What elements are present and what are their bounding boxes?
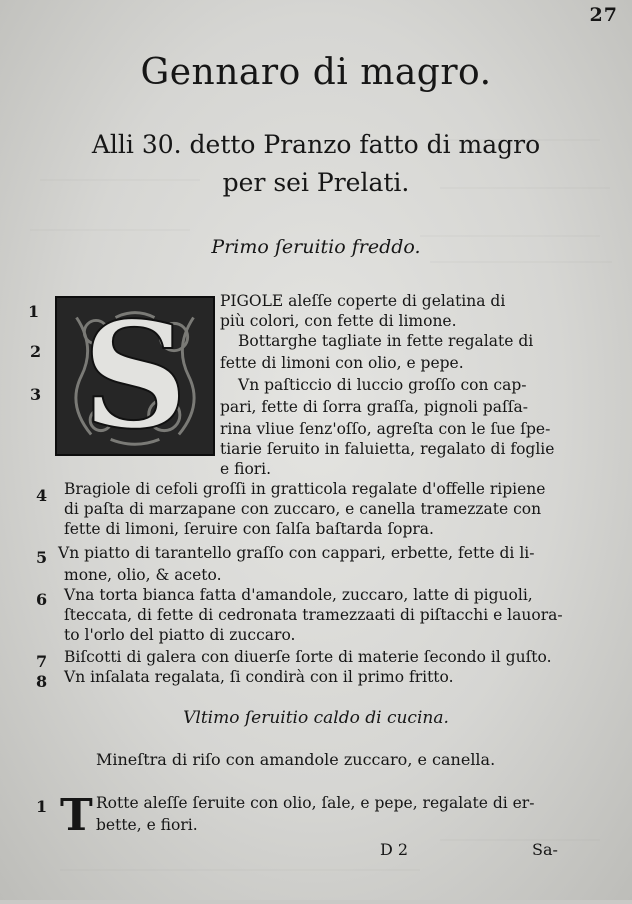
item-text-line: Vn inſalata regalata, ſi condirà con il primo fritto. — [64, 668, 454, 686]
item-number: 7 — [36, 652, 48, 671]
item-number: 1 — [28, 302, 40, 321]
item-text-line: più colori, con fette di limone. — [220, 312, 457, 330]
subtitle-line-1: Alli 30. detto Pranzo fatto di magro — [91, 130, 541, 159]
item-number: 5 — [36, 548, 48, 567]
item-text-line: fette di limoni, ſeruire con ſalſa baſtarda ſopra. — [64, 520, 434, 538]
item-text-line: rina vliue ſenz'oſſo, agreſta con le ſue ſpe- — [220, 420, 551, 438]
signature-mark: D 2 — [380, 840, 409, 859]
subtitle-line-2: per sei Prelati. — [222, 168, 410, 197]
item-text-line: Rotte aleſſe ſeruite con olio, ſale, e pepe, regalate di er- — [96, 794, 535, 812]
catchword: Sa- — [532, 840, 558, 859]
item-number: 2 — [30, 342, 42, 361]
item-text-line: pari, fette di ſorra graſſa, pignoli paſſa- — [220, 398, 528, 416]
item-text-line: bette, e fiori. — [96, 816, 198, 834]
initial-glyph: S — [82, 298, 188, 454]
item-number: 3 — [30, 385, 42, 404]
item-number: 4 — [36, 486, 48, 505]
soup-line: Mineſtra di riſo con amandole zuccaro, e canella. — [96, 750, 496, 769]
item-text-line: PIGOLE aleſſe coperte di gelatina di — [220, 292, 506, 310]
item-number: 1 — [36, 797, 48, 816]
item-text-line: Vn paſticcio di luccio groſſo con cap- — [238, 376, 527, 394]
item-text-line: tiarie ſeruito in faluietta, regalato di foglie — [220, 440, 555, 458]
item-text-line: to l'orlo del piatto di zuccaro. — [64, 626, 296, 644]
section-heading-first-course: Primo ſeruitio freddo. — [211, 236, 421, 258]
page-title: Gennaro di magro. — [140, 52, 492, 93]
item-text-line: ſteccata, di fette di cedronata tramezzaati di piſtacchi e lauora- — [64, 606, 563, 624]
item-text-line: Bragiole di cefoli groſſi in gratticola regalate d'offelle ripiene — [64, 480, 546, 498]
item-number: 6 — [36, 590, 48, 609]
item-text-line: mone, olio, & aceto. — [64, 566, 222, 584]
ornament-illustration — [57, 298, 213, 454]
item-text-line: Bottarghe tagliate in fette regalate di — [238, 332, 534, 350]
decorated-initial-s — [55, 296, 215, 456]
page-number: 27 — [589, 4, 618, 26]
small-initial-t: T — [60, 790, 93, 841]
item-text-line: Vna torta bianca fatta d'amandole, zuccaro, latte di piguoli, — [64, 586, 533, 604]
item-text-line: e fiori. — [220, 460, 272, 478]
item-number: 8 — [36, 672, 48, 691]
item-text-line: Vn piatto di tarantello graſſo con cappari, erbette, fette di li- — [58, 544, 535, 562]
item-text-line: di paſta di marzapane con zuccaro, e canella tramezzate con — [64, 500, 542, 518]
item-text-line: fette di limoni con olio, e pepe. — [220, 354, 464, 372]
section-heading-last-course: Vltimo ſeruitio caldo di cucina. — [183, 708, 449, 728]
item-text-line: Biſcotti di galera con diuerſe ſorte di materie ſecondo il guſto. — [64, 648, 552, 666]
